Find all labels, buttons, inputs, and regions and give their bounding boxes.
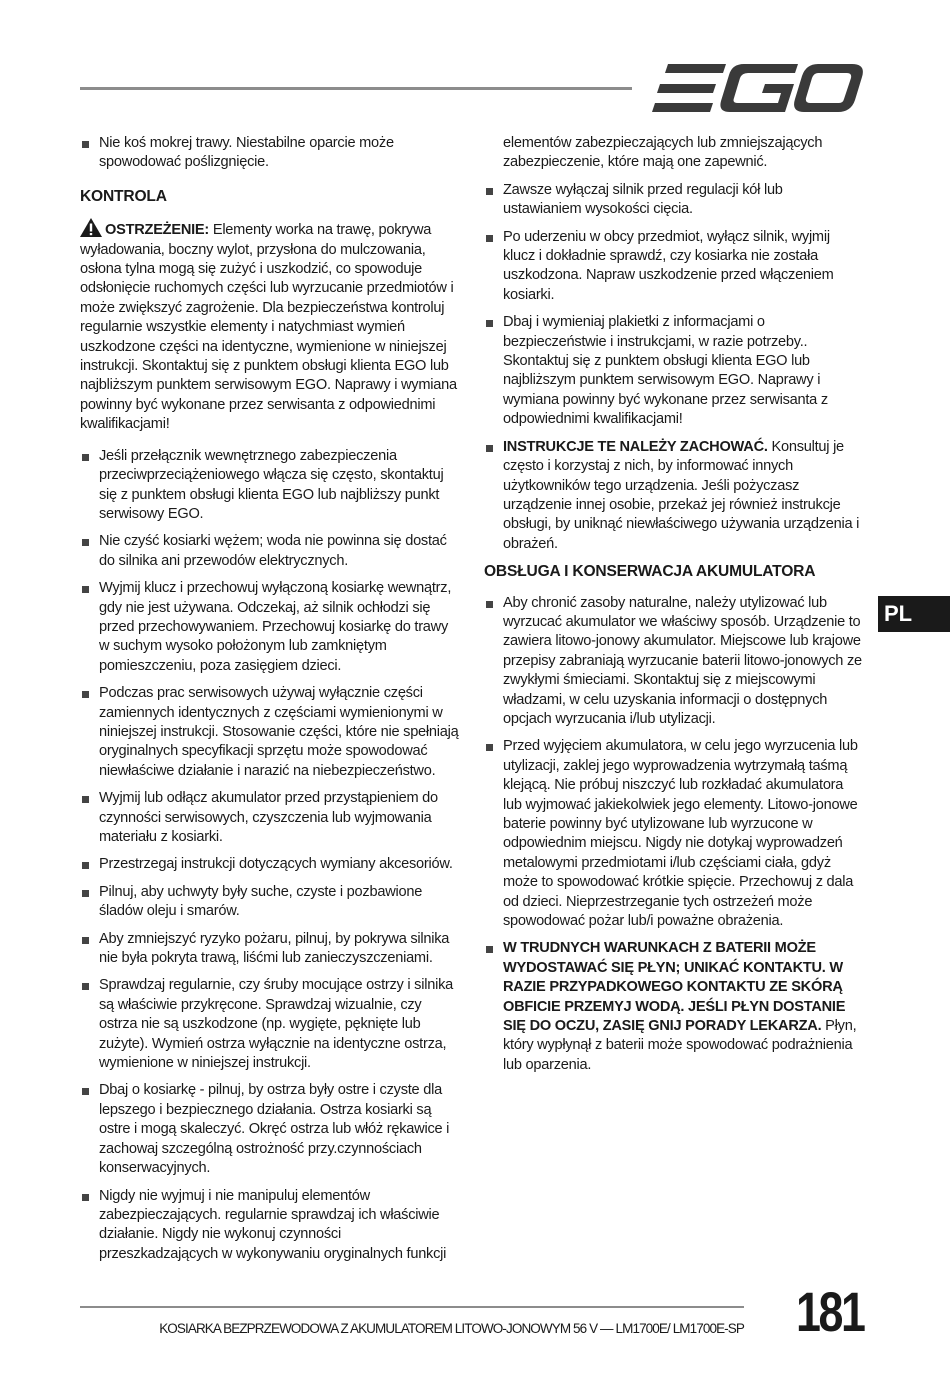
warning-triangle-icon [80, 218, 102, 237]
footer-rule [80, 1306, 744, 1308]
list-item: Dbaj i wymieniaj plakietki z informacjami o bezpieczeństwie i instrukcjami, w razie potrzeby.. Skontaktuj się z punktem obsługi klienta EGO lub najbliższym punktem serwisowym EGO. Naprawy i wymiana powinny być wykonane przez serwisanta z odpowiednimi kwalifikacjami! [484, 313, 864, 429]
leak-warning-text: Płyn, który wypłynął z baterii może spowodować podrażnienia lub oparzenia. [503, 1018, 857, 1073]
list-item: Aby zmniejszyć ryzyko pożaru, pilnuj, by pokrywa silnika nie była pokryta trawą, liśćmi lub zanieczyszczeniami. [80, 930, 462, 969]
language-tab: PL [878, 596, 950, 632]
list-item: Jeśli przełącznik wewnętrznego zabezpieczenia przeciwprzeciążeniowego włącza się często, skontaktuj się z punktem obsługi klienta EGO lub najbliższy punkt serwisowy EGO. [80, 447, 462, 525]
list-item: Sprawdzaj regularnie, czy śruby mocujące ostrzy i silnika są właściwie przykręcone. Sprawdzaj wizualnie, czy ostrza nie są uszkodzone (np. wygięte, pęknięte lub zużyte). Wymień ostrza wyłącznie na identyczne ostrza, wymienione w niniejszej instrukcji. [80, 976, 462, 1073]
list-item: Nie czyść kosiarki wężem; woda nie powinna się dostać do silnika ani przewodów elektrycznych. [80, 532, 462, 571]
list-item-leak-warning [484, 939, 864, 1075]
list-item: Nigdy nie wyjmuj i nie manipuluj elementów zabezpieczających. regularnie sprawdzaj ich właściwie działanie. Nigdy nie wykonuj czynności przeszkadzających w wykonywaniu oryginalnych funkcji [80, 1187, 462, 1265]
keep-instructions-text: Konsultuj je często i korzystaj z nich, by informować innych użytkowników tego urządzenia. Jeśli pożyczasz urządzenie innej osobie, przekaż jej również instrukcje obsługi, by uniknąć niewłaściwego używania urządzenia i obrażeń. [503, 438, 860, 552]
warning-paragraph [80, 218, 462, 434]
leak-warning-label: W TRUDNYCH WARUNKACH Z BATERII MOŻE WYDOSTAWAĆ SIĘ PŁYN; UNIKAĆ KONTAKTU. W RAZIE PRZYPADKOWEGO KONTAKTU ZE SKÓRĄ OBFICIE PRZEMYJ WODĄ. JEŚLI PŁYN DOSTANIE SIĘ DO OCZU, ZASIĘ GNIJ PORADY LEKARZA. [503, 940, 846, 1035]
section-title-kontrola: KONTROLA [80, 187, 167, 205]
list-item-continuation: elementów zabezpieczających lub zmniejszających zabezpieczenie, które mają one zapewnić. [503, 135, 823, 171]
left-column [80, 134, 462, 1272]
right-column [484, 134, 864, 1083]
list-item: Po uderzeniu w obcy przedmiot, wyłącz silnik, wyjmij klucz i dokładnie sprawdź, czy kosiarka nie została uszkodzona. Napraw uszkodzenie przed włączeniem kosiarki. [484, 228, 864, 306]
section-title-battery: OBSŁUGA I KONSERWACJA AKUMULATORA [484, 563, 816, 581]
warning-text: Elementy worka na trawę, pokrywa wyładowania, boczny wylot, przysłona do mulczowania, osłona tylna mogą się zużyć i uszkodzić, co spowoduje odsłonięcie ruchomych części lub wyrzucanie przedmiotów i może zwiększyć zagrożenie. Dla bezpieczeństwa kontroluj regularnie wszystkie elementy i natychmiast wymień uszkodzone części na identyczne, wymienione w niniejszej instrukcji. Skontaktuj się z punktem obsługi klienta EGO lub najbliższym punktem serwisowym EGO. Naprawy i wymiana powinny być wykonane przez serwisanta z odpowiednimi kwalifikacjami! [80, 222, 457, 433]
ego-logo [652, 64, 864, 112]
list-item: Zawsze wyłączaj silnik przed regulacji kół lub ustawianiem wysokości cięcia. [484, 181, 864, 220]
page-number: 181 [796, 1280, 864, 1343]
footer-title: KOSIARKA BEZPRZEWODOWA Z AKUMULATOREM LITOWO-JONOWYM 56 V — LM1700E/ LM1700E-SP [159, 1321, 744, 1336]
list-item: Nie koś mokrej trawy. Niestabilne oparcie może spowodować poślizgnięcie. [80, 134, 462, 173]
list-item: Wyjmij lub odłącz akumulator przed przystąpieniem do czynności serwisowych, czyszczenia lub wyjmowania materiału z kosiarki. [80, 789, 462, 847]
list-item: Wyjmij klucz i przechowuj wyłączoną kosiarkę wewnątrz, gdy nie jest używana. Odczekaj, aż silnik ochłodzi się przed przechowywaniem. Przechowuj kosiarkę do trawy w suchym wysoko położonym lub zamkniętym pomieszczeniu, poza zasięgiem dzieci. [80, 579, 462, 676]
list-item: Podczas prac serwisowych używaj wyłącznie części zamiennych identycznych z częściami wymienionymi w niniejszej instrukcji. Stosowanie części, które nie spełniają oryginalnych specyfikacji sprzętu może spowodować niewłaściwe działanie i narazić na niebezpieczeństwo. [80, 684, 462, 781]
list-item: Dbaj o kosiarkę - pilnuj, by ostrza były ostre i czyste dla lepszego i bezpiecznego działania. Ostrza kosiarki są ostre i mogą skaleczyć. Okręć ostrza lub włóż rękawice i zachowaj szczególną ostrożność przy.czynnościach konserwacyjnych. [80, 1081, 462, 1178]
list-item: Aby chronić zasoby naturalne, należy utylizować lub wyrzucać akumulator we właściwy sposób. Urządzenie to zawiera litowo-jonowy akumulator. Miejscowe lub krajowe przepisy zabraniają wyrzucanie baterii litowo-jonowych ze zwykłymi śmieciami. Skontaktuj się z miejscowymi władzami, w celu uzyskania informacji o dostępnych opcjach wyrzucania i/lub utylizacji. [484, 594, 864, 730]
list-item: Pilnuj, aby uchwyty były suche, czyste i pozbawione śladów oleju i smarów. [80, 883, 462, 922]
list-item: Przestrzegaj instrukcji dotyczących wymiany akcesoriów. [80, 855, 462, 874]
list-item: Przed wyjęciem akumulatora, w celu jego wyrzucenia lub utylizacji, zaklej jego wyprowadzenia wytrzymałą taśmą klejącą. Nie próbuj niszczyć lub rozkładać akumulatora lub wyjmować jakiekolwiek jego elementy. Litowo-jonowe baterie powinny być utylizowane lub wyrzucone w odpowiednim miejscu. Nigdy nie dotykaj wyprowadzeń metalowymi przedmiotami i/lub częściami ciała, gdyż może to spowodować krótkie spięcie. Przechowuj z dala od dzieci. Nieprzestrzeganie tych ostrzeżeń może spowodować pożar lub/i poważne obrażenia. [484, 737, 864, 931]
header-rule [80, 87, 632, 90]
keep-instructions-label: INSTRUKCJE TE NALEŻY ZACHOWAĆ. [503, 438, 768, 455]
warning-label: OSTRZEŻENIE: [105, 222, 210, 239]
list-item-keep-instructions [484, 438, 864, 554]
